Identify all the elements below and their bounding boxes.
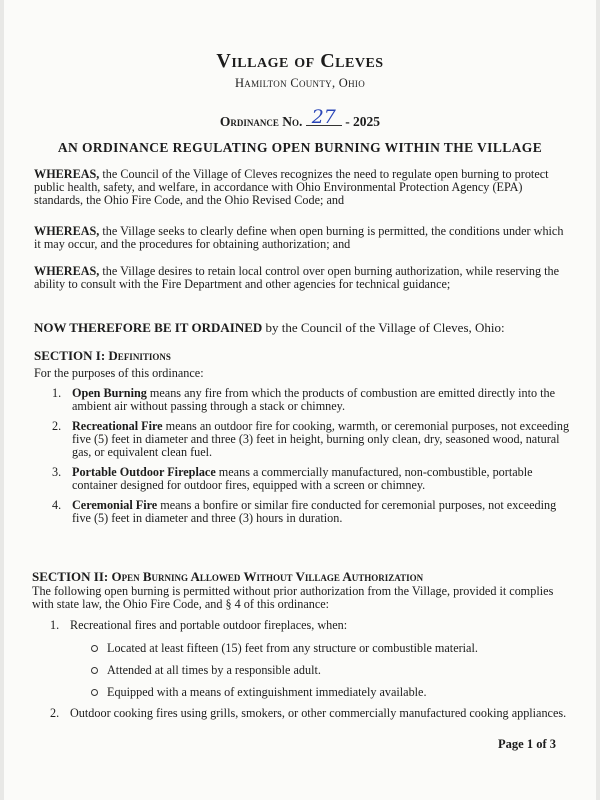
list-item xyxy=(52,499,572,525)
section-1-title xyxy=(34,348,574,364)
ordinance-heading: AN ORDINANCE REGULATING OPEN BURNING WITHIN THE VILLAGE xyxy=(57,140,543,155)
ordinance-year: - 2025 xyxy=(345,114,381,129)
definition-text: means an outdoor fire for cooking, warmth, or ceremonial purposes, not exceeding five (5) feet in diameter and three (3) feet in height, burning only clean, dry, seasoned wood, natural gas, or equivalent clean fuel. xyxy=(72,419,570,459)
ordinance-label: Ordinance No. xyxy=(219,114,303,129)
list-item xyxy=(52,387,572,413)
item-text: Recreational fires and portable outdoor fireplaces, when: xyxy=(70,618,348,632)
definition-text: means a commercially manufactured, non-combustible, portable container designed for outdoor fires, equipped with a screen or chimney. xyxy=(72,465,533,492)
page-number: Page 1 of 3 xyxy=(498,737,556,751)
whereas-text: the Village desires to retain local control over open burning authorization, while reserving the ability to consult with the Fire Department and other agencies for technical guidance; xyxy=(34,264,560,291)
definition-term: Portable Outdoor Fireplace xyxy=(72,465,216,479)
section-2-name: Open Burning Allowed Without Village Authorization xyxy=(111,569,424,584)
document-page xyxy=(4,0,596,800)
definition-term: Open Burning xyxy=(72,386,147,400)
section-2-title xyxy=(32,569,572,585)
item-number: 1. xyxy=(52,386,62,400)
bullet-icon xyxy=(91,667,98,674)
definition-term: Recreational Fire xyxy=(72,419,163,433)
item-number: 1. xyxy=(50,618,60,632)
list-item xyxy=(52,466,572,492)
whereas-paragraph-2 xyxy=(34,225,564,251)
ordained-paragraph xyxy=(34,321,564,334)
whereas-text: the Council of the Village of Cleves recognizes the need to regulate open burning to protect public health, safety, and welfare, in accordance with Ohio Environmental Protection Agency (EPA) standards, the Ohio Fire Code, and the Ohio Revised Code; and xyxy=(34,167,549,207)
section-1-name: Definitions xyxy=(108,348,171,363)
whereas-lead: WHEREAS, xyxy=(34,224,100,238)
document-subtitle: Hamilton County, Ohio xyxy=(234,76,366,90)
whereas-paragraph-1 xyxy=(34,168,564,207)
ordinance-number-line xyxy=(4,106,596,130)
section-1-prefix: SECTION I: xyxy=(34,348,109,363)
list-item xyxy=(89,664,559,677)
bullet-icon xyxy=(91,689,98,696)
ordained-lead: NOW THEREFORE BE IT ORDAINED xyxy=(34,320,263,335)
bullet-text: Equipped with a means of extinguishment immediately available. xyxy=(107,685,427,699)
list-item xyxy=(89,686,559,699)
item-number: 2. xyxy=(52,419,62,433)
section-2-list-2 xyxy=(50,707,570,727)
section-2-list-1 xyxy=(50,619,570,639)
list-item xyxy=(50,619,570,632)
bullet-list xyxy=(89,642,559,708)
section-2-prefix: SECTION II: xyxy=(32,569,112,584)
whereas-lead: WHEREAS, xyxy=(34,167,100,181)
list-item xyxy=(89,642,559,655)
item-number: 3. xyxy=(52,465,62,479)
item-text: Outdoor cooking fires using grills, smokers, or other commercially manufactured cooking appliances. xyxy=(70,706,567,720)
whereas-paragraph-3 xyxy=(34,265,564,291)
definition-text: means any fire from which the products of combustion are emitted directly into the ambient air without passing through a stack or chimney. xyxy=(72,386,556,413)
ordained-text: by the Council of the Village of Cleves, Ohio: xyxy=(262,320,505,335)
item-number: 2. xyxy=(50,706,60,720)
definition-text: means a bonfire or similar fire conducted for ceremonial purposes, not exceeding five (5) feet in diameter and three (3) hours in duration. xyxy=(72,498,557,525)
definitions-list xyxy=(52,387,572,532)
bullet-text: Located at least fifteen (15) feet from any structure or combustible material. xyxy=(107,641,478,655)
whereas-lead: WHEREAS, xyxy=(34,264,100,278)
list-item xyxy=(52,420,572,459)
document-title: Village of Cleves xyxy=(216,50,384,72)
ordinance-number-handwritten: 27 xyxy=(306,109,342,126)
item-number: 4. xyxy=(52,498,62,512)
section-2-intro: The following open burning is permitted without prior authorization from the Village, provided it complies with state law, the Ohio Fire Code, and § 4 of this ordinance: xyxy=(32,584,554,611)
bullet-text: Attended at all times by a responsible adult. xyxy=(107,663,321,677)
definition-term: Ceremonial Fire xyxy=(72,498,158,512)
section-1-intro: For the purposes of this ordinance: xyxy=(34,366,204,380)
list-item xyxy=(50,707,570,720)
whereas-text: the Village seeks to clearly define when open burning is permitted, the conditions under which it may occur, and the procedures for obtaining authorization; and xyxy=(34,224,564,251)
bullet-icon xyxy=(91,645,98,652)
